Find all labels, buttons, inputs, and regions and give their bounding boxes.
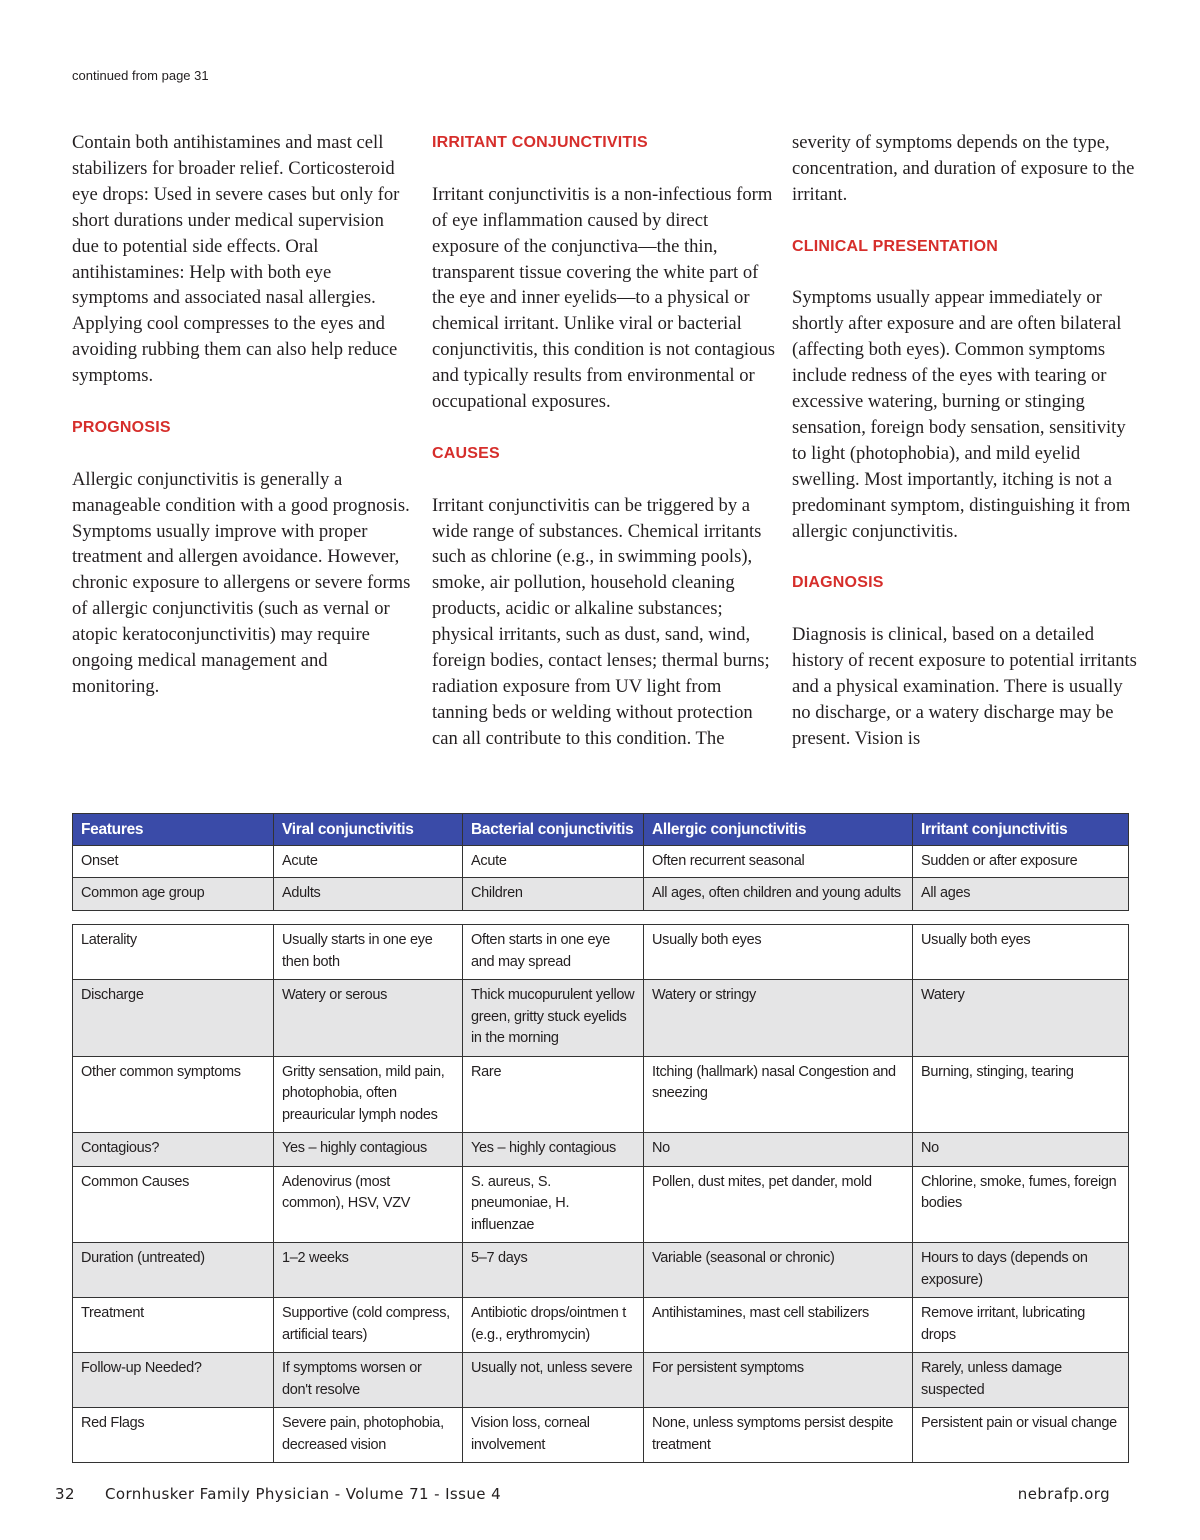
table-cell: Laterality	[73, 925, 274, 980]
paragraph: Allergic conjunctivitis is generally a manageable condition with a good prognosis. Symptoms usually improve with proper treatment and allergen avoidance. However, chronic exposure to allergens or severe forms of allergic conjunctivitis (such as vernal or atopic keratoconjunctivitis) may require ongoing medical management and monitoring.	[72, 468, 411, 697]
table-row	[73, 1298, 1129, 1353]
table-cell: None, unless symptoms persist despite treatment	[644, 1408, 913, 1463]
table-cell: Pollen, dust mites, pet dander, mold	[644, 1166, 913, 1243]
comparison-table-top	[72, 813, 1129, 911]
table-cell: If symptoms worsen or don't resolve	[274, 1353, 463, 1408]
publication-title: Cornhusker Family Physician - Volume 71 - Issue 4	[105, 1485, 502, 1503]
table-cell: Children	[463, 878, 644, 911]
table-cell: Contagious?	[73, 1133, 274, 1167]
website-url: nebrafp.org	[1017, 1485, 1110, 1503]
table-header-cell: Features	[73, 814, 274, 846]
table-cell: All ages, often children and young adults	[644, 878, 913, 911]
text-column-1	[72, 130, 412, 700]
section-heading-diagnosis: DIAGNOSIS	[792, 574, 884, 592]
table-cell: Acute	[463, 845, 644, 878]
table-cell: Often starts in one eye and may spread	[463, 925, 644, 980]
text-column-2	[432, 130, 777, 752]
paragraph: Contain both antihistamines and mast cell stabilizers for broader relief. Corticosteroid eye drops: Used in severe cases but only for short durations under medical supervision due to potential side effects. Oral antihistamines: Help with both eye symptoms and associated nasal allergies. Applying cool compresses to the eyes and avoiding rubbing them can also help reduce symptoms.	[72, 132, 400, 387]
table-cell: Watery	[913, 980, 1129, 1057]
table-header-cell: Bacterial conjunctivitis	[463, 814, 644, 846]
table-cell: For persistent symptoms	[644, 1353, 913, 1408]
continued-note: continued from page 31	[72, 68, 209, 83]
table-row	[73, 980, 1129, 1057]
table-cell: Chlorine, smoke, fumes, foreign bodies	[913, 1166, 1129, 1243]
table-cell: Gritty sensation, mild pain, photophobia, often preauricular lymph nodes	[274, 1056, 463, 1133]
table-cell: Adults	[274, 878, 463, 911]
table-cell: No	[913, 1133, 1129, 1167]
table-cell: Common Causes	[73, 1166, 274, 1243]
table-cell: Watery or stringy	[644, 980, 913, 1057]
table-row	[73, 1408, 1129, 1463]
table-cell: Duration (untreated)	[73, 1243, 274, 1298]
table-cell: Sudden or after exposure	[913, 845, 1129, 878]
section-heading-irritant-conjunctivitis: IRRITANT CONJUNCTIVITIS	[432, 134, 648, 151]
paragraph: Diagnosis is clinical, based on a detailed history of recent exposure to potential irritants and a physical examination. There is usually no discharge, or a watery discharge may be present. Vision is	[792, 624, 1137, 749]
table-cell: Vision loss, corneal involvement	[463, 1408, 644, 1463]
comparison-table-bottom	[72, 924, 1129, 1463]
table-row	[73, 878, 1129, 911]
table-row	[73, 1166, 1129, 1243]
table-cell: All ages	[913, 878, 1129, 911]
page-number: 32	[55, 1485, 75, 1503]
table-cell: Rarely, unless damage suspected	[913, 1353, 1129, 1408]
table-header-cell: Viral conjunctivitis	[274, 814, 463, 846]
table-row	[73, 1133, 1129, 1167]
table-cell: Red Flags	[73, 1408, 274, 1463]
table-cell: Adenovirus (most common), HSV, VZV	[274, 1166, 463, 1243]
section-heading-causes: CAUSES	[432, 444, 500, 462]
paragraph: Irritant conjunctivitis can be triggered by a wide range of substances. Chemical irritants such as chlorine (e.g., in swimming pools), smoke, air pollution, household cleaning products, acidic or alkaline substances; physical irritants, such as dust, sand, wind, foreign bodies, contact lenses; thermal burns; radiation exposure from UV light from tanning beds or welding without protection can all contribute to this condition. The	[432, 494, 770, 749]
table-cell: Rare	[463, 1056, 644, 1133]
table-cell: Persistent pain or visual change	[913, 1408, 1129, 1463]
table-cell: Itching (hallmark) nasal Congestion and sneezing	[644, 1056, 913, 1133]
paragraph: Symptoms usually appear immediately or shortly after exposure and are often bilateral (affecting both eyes). Common symptoms include redness of the eyes with tearing or excessive watering, burning or stinging sensation, foreign body sensation, sensitivity to light (photophobia), and mild eyelid swelling. Most importantly, itching is not a predominant symptom, distinguishing it from allergic conjunctivitis.	[792, 287, 1131, 542]
table-cell: Antihistamines, mast cell stabilizers	[644, 1298, 913, 1353]
section-heading-prognosis: PROGNOSIS	[72, 418, 171, 436]
table-header-row	[73, 814, 1129, 846]
table-row	[73, 925, 1129, 980]
table-cell: Severe pain, photophobia, decreased vision	[274, 1408, 463, 1463]
table-header-cell: Allergic conjunctivitis	[644, 814, 913, 846]
table-cell: Antibiotic drops/ointmen t (e.g., erythromycin)	[463, 1298, 644, 1353]
table-cell: Hours to days (depends on exposure)	[913, 1243, 1129, 1298]
table-cell: Discharge	[73, 980, 274, 1057]
table-row	[73, 1056, 1129, 1133]
table-cell: Onset	[73, 845, 274, 878]
table-cell: Follow-up Needed?	[73, 1353, 274, 1408]
table-cell: 1–2 weeks	[274, 1243, 463, 1298]
section-heading-clinical-presentation: CLINICAL PRESENTATION	[792, 237, 998, 255]
table-cell: Yes – highly contagious	[274, 1133, 463, 1167]
paragraph: Irritant conjunctivitis is a non-infectious form of eye inflammation caused by direct exposure of the conjunctiva—the thin, transparent tissue covering the white part of the eye and inner eyelids—to a physical or chemical irritant. Unlike viral or bacterial conjunctivitis, this condition is not contagious and typically results from environmental or occupational exposures.	[432, 183, 775, 413]
table-cell: Usually both eyes	[644, 925, 913, 980]
table-cell: No	[644, 1133, 913, 1167]
table-cell: Remove irritant, lubricating drops	[913, 1298, 1129, 1353]
table-cell: Variable (seasonal or chronic)	[644, 1243, 913, 1298]
paragraph: severity of symptoms depends on the type, concentration, and duration of exposure to the irritant.	[792, 132, 1135, 205]
table-cell: Yes – highly contagious	[463, 1133, 644, 1167]
table-cell: 5–7 days	[463, 1243, 644, 1298]
text-column-3	[792, 130, 1137, 752]
table-cell: S. aureus, S. pneumoniae, H. influenzae	[463, 1166, 644, 1243]
table-header-cell: Irritant conjunctivitis	[913, 814, 1129, 846]
table-cell: Watery or serous	[274, 980, 463, 1057]
table-cell: Other common symptoms	[73, 1056, 274, 1133]
table-cell: Burning, stinging, tearing	[913, 1056, 1129, 1133]
table-cell: Often recurrent seasonal	[644, 845, 913, 878]
table-cell: Usually not, unless severe	[463, 1353, 644, 1408]
table-cell: Usually both eyes	[913, 925, 1129, 980]
table-cell: Common age group	[73, 878, 274, 911]
table-cell: Supportive (cold compress, artificial tears)	[274, 1298, 463, 1353]
table-row	[73, 1353, 1129, 1408]
table-row	[73, 845, 1129, 878]
table-row	[73, 1243, 1129, 1298]
table-cell: Thick mucopurulent yellow green, gritty stuck eyelids in the morning	[463, 980, 644, 1057]
table-cell: Treatment	[73, 1298, 274, 1353]
table-cell: Acute	[274, 845, 463, 878]
table-cell: Usually starts in one eye then both	[274, 925, 463, 980]
